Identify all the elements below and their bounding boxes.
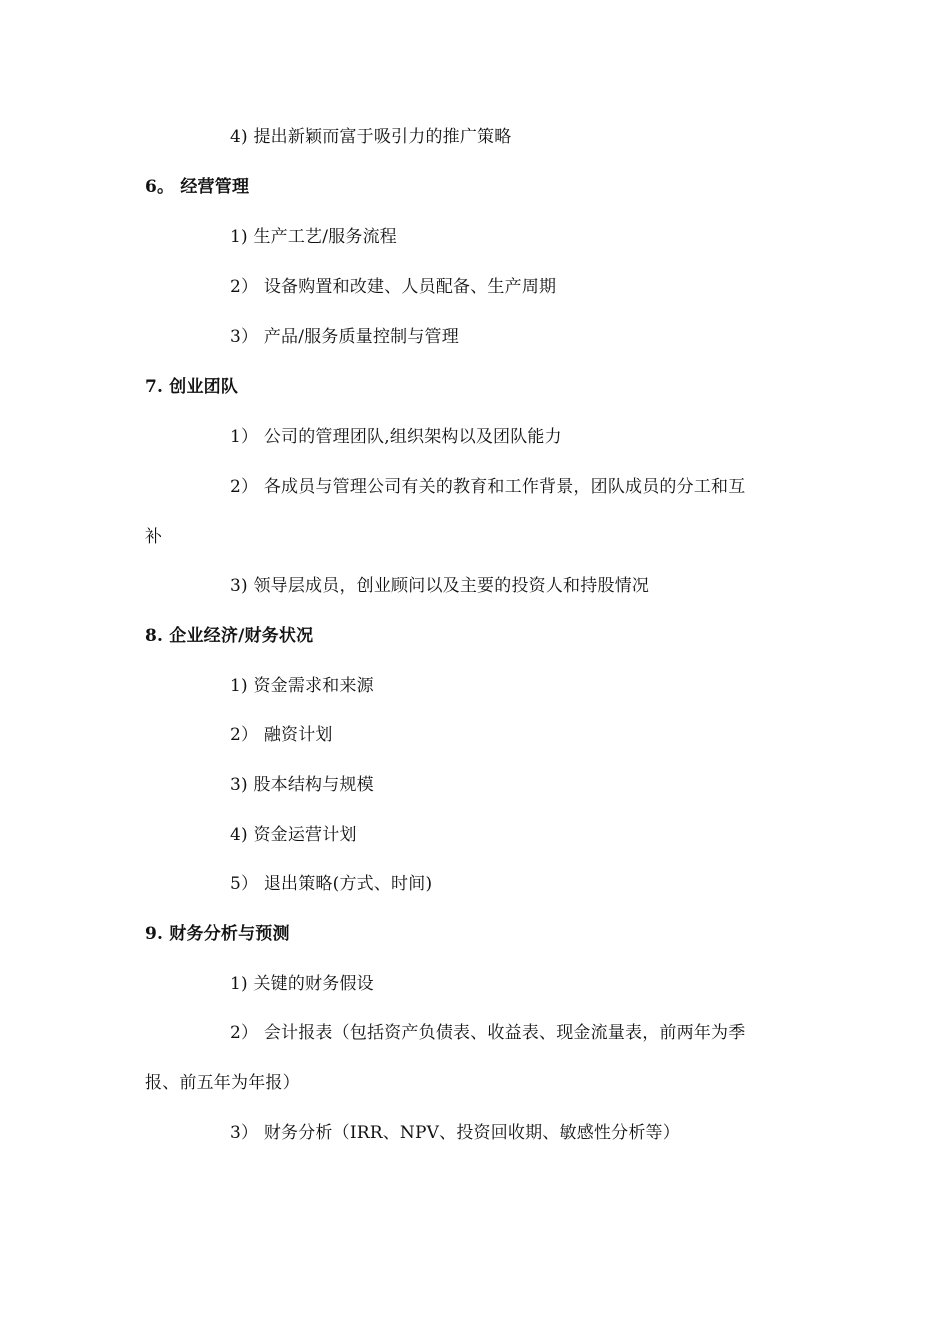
section-heading-operations: 6。 经营管理	[145, 177, 250, 197]
list-item-capital-operation: 4) 资金运营计划	[230, 825, 357, 845]
list-item-leadership-shareholding: 3) 领导层成员，创业顾问以及主要的投资人和持股情况	[230, 576, 650, 596]
list-item-accounting-statements-continued: 报、前五年为年报）	[145, 1073, 300, 1093]
list-item-financing-plan: 2） 融资计划	[230, 725, 333, 745]
list-item-key-assumptions: 1) 关键的财务假设	[230, 974, 374, 994]
list-item-promotion-strategy: 4) 提出新颖而富于吸引力的推广策略	[230, 127, 512, 147]
list-item-member-background-continued: 补	[145, 527, 163, 547]
list-item-accounting-statements: 2） 会计报表（包括资产负债表、收益表、现金流量表，前两年为季	[230, 1023, 746, 1043]
list-item-equipment-staffing: 2） 设备购置和改建、人员配备、生产周期	[230, 277, 557, 297]
list-item-quality-control: 3） 产品/服务质量控制与管理	[230, 327, 459, 347]
list-item-equity-structure: 3) 股本结构与规模	[230, 775, 374, 795]
section-heading-finance-status: 8. 企业经济/财务状况	[145, 626, 314, 646]
list-item-financial-analysis: 3） 财务分析（IRR、NPV、投资回收期、敏感性分析等）	[230, 1123, 680, 1143]
list-item-production-process: 1) 生产工艺/服务流程	[230, 227, 397, 247]
list-item-management-team: 1） 公司的管理团队,组织架构以及团队能力	[230, 427, 562, 447]
list-item-member-background: 2） 各成员与管理公司有关的教育和工作背景，团队成员的分工和互	[230, 477, 746, 497]
section-heading-financial-analysis: 9. 财务分析与预测	[145, 924, 290, 944]
list-item-exit-strategy: 5） 退出策略(方式、时间)	[230, 874, 433, 894]
list-item-funding-needs: 1) 资金需求和来源	[230, 676, 374, 696]
section-heading-team: 7. 创业团队	[145, 377, 239, 397]
